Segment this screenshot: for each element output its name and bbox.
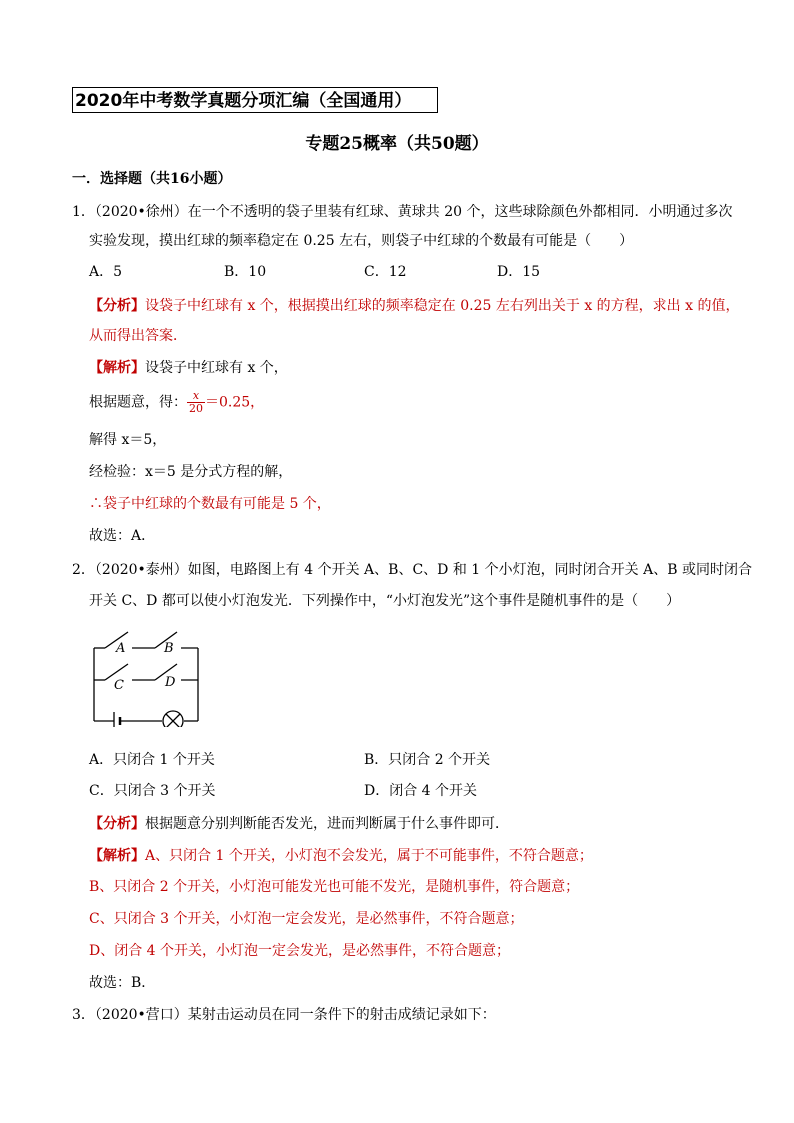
q2-option-c: C．只闭合 3 个开关 <box>89 783 216 799</box>
q2-stem-line1: 2．（2020•泰州）如图，电路图上有 4 个开关 A、B、C、D 和 1 个小灯泡，同时闭合开关 A、B 或同时闭合 <box>72 562 752 578</box>
q1-option-c: C．12 <box>364 264 407 280</box>
analysis-text: 根据题意分别判断能否发光，进而判断属于什么事件即可． <box>145 816 509 832</box>
solution-text: 设袋子中红球有 x 个， <box>145 360 288 376</box>
q1-solution-line2 <box>89 390 264 415</box>
fraction-denominator: 20 <box>189 402 203 415</box>
fraction-numerator: x <box>187 390 205 403</box>
q1-solution-line3: 解得 x＝5， <box>89 432 167 448</box>
q1-solution-line5: ∴袋子中红球的个数最有可能是 5 个， <box>89 496 331 512</box>
switch-label-d: D <box>165 675 176 690</box>
q3-stem: 3．（2020•营口）某射击运动员在同一条件下的射击成绩记录如下： <box>72 1007 496 1023</box>
q1-stem-line1: 1．（2020•徐州）在一个不透明的袋子里装有红球、黄球共 20 个，这些球除颜色外都相同．小明通过多次 <box>72 204 733 220</box>
q1-option-b: B．10 <box>224 264 267 280</box>
q1-analysis-line2: 从而得出答案． <box>89 328 187 344</box>
q1-solution-line1 <box>89 359 288 377</box>
circuit-diagram <box>88 623 208 727</box>
fraction <box>187 390 205 415</box>
q1-answer: 故选：A． <box>89 528 156 544</box>
q2-option-d: D．闭合 4 个开关 <box>364 783 478 799</box>
analysis-tag: 【分析】 <box>89 816 145 832</box>
solution-tag: 【解析】 <box>89 360 145 376</box>
solution-tag: 【解析】 <box>89 848 145 864</box>
q1-option-d: D．15 <box>497 264 541 280</box>
collection-banner: 2020年中考数学真题分项汇编（全国通用） <box>72 87 438 113</box>
solution-suffix: ＝0.25， <box>205 394 265 411</box>
q2-solution-line3: C、只闭合 3 个开关，小灯泡一定会发光，是必然事件，不符合题意； <box>89 911 524 927</box>
page-title: 专题25概率（共50题） <box>305 134 489 154</box>
switch-label-b: B <box>164 641 174 656</box>
q1-analysis-line1 <box>89 297 739 315</box>
q2-analysis <box>89 815 509 833</box>
analysis-text: 设袋子中红球有 x 个，根据摸出红球的频率稳定在 0.25 左右列出关于 x 的方程，求出 x 的值， <box>145 298 740 314</box>
q1-solution-line4: 经检验：x＝5 是分式方程的解， <box>89 464 293 480</box>
section-heading: 一．选择题（共16小题） <box>72 171 232 187</box>
switch-label-a: A <box>116 641 126 656</box>
q2-option-a: A．只闭合 1 个开关 <box>89 752 215 768</box>
solution-prefix: 根据题意，得： <box>89 394 187 411</box>
q2-stem-line2: 开关 C、D 都可以使小灯泡发光．下列操作中，“小灯泡发光”这个事件是随机事件的是（ ） <box>89 593 681 609</box>
q2-option-b: B．只闭合 2 个开关 <box>364 752 491 768</box>
q1-stem-line2: 实验发现，摸出红球的频率稳定在 0.25 左右，则袋子中红球的个数最有可能是（ ） <box>89 233 634 249</box>
q1-option-a: A．5 <box>89 264 123 280</box>
solution-text: A、只闭合 1 个开关，小灯泡不会发光，属于不可能事件，不符合题意； <box>145 848 593 864</box>
q2-answer: 故选：B． <box>89 975 156 991</box>
q2-solution-line4: D、闭合 4 个开关，小灯泡一定会发光，是必然事件，不符合题意； <box>89 943 511 959</box>
q2-solution-line2: B、只闭合 2 个开关，小灯泡可能发光也可能不发光，是随机事件，符合题意； <box>89 879 580 895</box>
q2-solution-line1 <box>89 847 593 865</box>
switch-label-c: C <box>114 678 124 693</box>
analysis-tag: 【分析】 <box>89 298 145 314</box>
